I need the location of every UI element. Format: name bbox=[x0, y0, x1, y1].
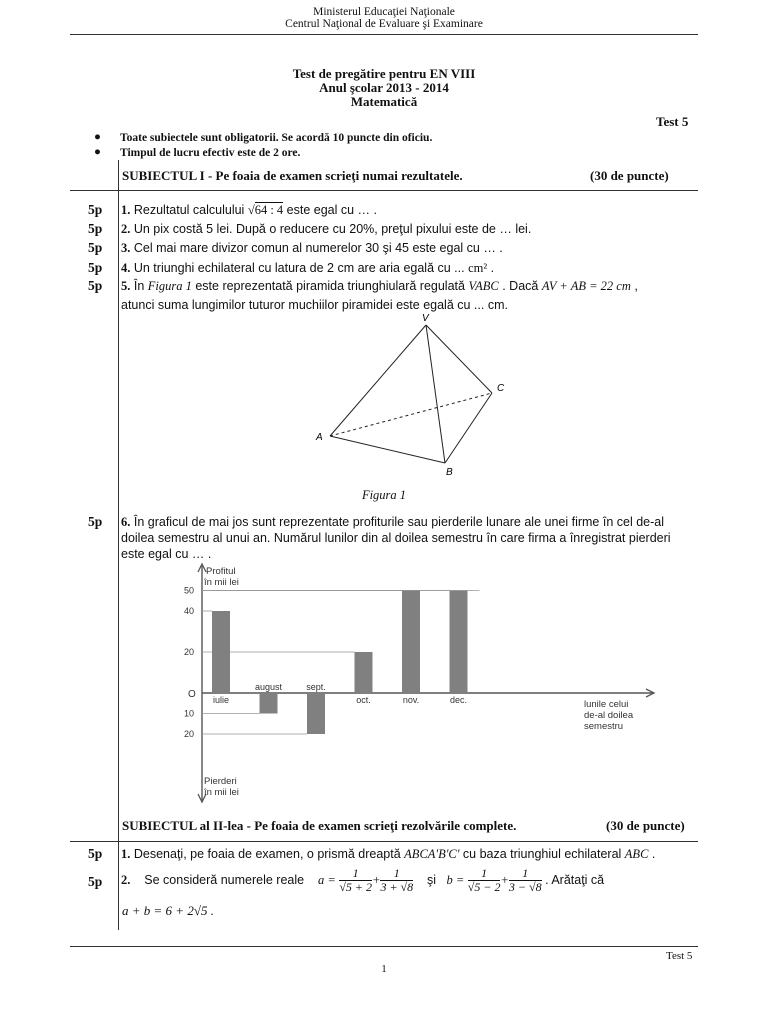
s2q1-triangle: ABC bbox=[624, 847, 649, 861]
question-5-line2: atunci suma lungimilor tuturor muchiilor piramidei este egală cu ... cm. bbox=[121, 298, 508, 312]
bar-nov bbox=[402, 591, 420, 694]
bullet-icon: ● bbox=[94, 131, 101, 143]
subject2-divider bbox=[70, 841, 698, 842]
q5-text-d: , bbox=[630, 279, 638, 293]
header-divider bbox=[70, 34, 698, 35]
q3-points: 5p bbox=[88, 240, 103, 255]
table-left-rule bbox=[118, 191, 119, 841]
q5-text: În bbox=[133, 279, 148, 293]
q6-number: 6. bbox=[121, 515, 131, 529]
y-tick-label: 20 bbox=[183, 729, 194, 739]
x-tick-label: iulie bbox=[212, 695, 230, 705]
y-tick-label: 10 bbox=[183, 708, 194, 719]
q5-text-b: este reprezentată piramida triunghiulară regulată bbox=[191, 279, 469, 293]
question-6 bbox=[121, 514, 696, 531]
question-6-line2: doilea semestru al unui an. Numărul lunilor din al doilea semestru în care firma a înregistrat pierderi bbox=[121, 531, 671, 545]
s2q1-text: Desenaţi, pe foaia de examen, o prismă dreaptă bbox=[133, 847, 405, 861]
fraction-b2-num: 1 bbox=[509, 867, 542, 881]
y-tick-label: 40 bbox=[183, 606, 194, 616]
y-label-bottom: în mii lei bbox=[204, 787, 239, 798]
question-1 bbox=[121, 202, 696, 219]
fraction-a2-den: 3 + √8 bbox=[380, 879, 414, 894]
s2q2-text: Se consideră numerele reale bbox=[144, 872, 305, 887]
subject1-heading: SUBIECTUL I - Pe foaia de examen scrieţi numai rezultatele. bbox=[122, 168, 463, 183]
label-v: V bbox=[422, 313, 429, 324]
fraction-a1-num: 1 bbox=[339, 867, 372, 881]
label-c: C bbox=[497, 383, 505, 394]
label-a: A bbox=[316, 432, 323, 443]
q4-number: 4. bbox=[121, 261, 131, 275]
question-3 bbox=[121, 240, 696, 257]
s2q2-and: şi bbox=[427, 872, 437, 887]
fraction-a2-num: 1 bbox=[380, 867, 413, 881]
fraction-b2-den: 3 − √8 bbox=[508, 879, 542, 894]
q1-text-end: este egal cu … . bbox=[286, 203, 377, 217]
school-year: Anul şcolar 2013 - 2014 bbox=[319, 80, 449, 95]
q5-equation: AV + AB = 22 cm bbox=[541, 279, 631, 293]
fraction-b1-den: √5 − 2 bbox=[467, 879, 501, 894]
q4-unit: cm² bbox=[468, 261, 488, 275]
s2q1-number: 1. bbox=[121, 847, 131, 861]
s2q2-points: 5p bbox=[88, 874, 103, 889]
q5-pyramid: VABC bbox=[468, 279, 499, 293]
plus-sign: + bbox=[500, 872, 509, 887]
label-b: B bbox=[446, 467, 453, 478]
s2q2-text-end: . Arătaţi că bbox=[545, 872, 605, 887]
profit-chart bbox=[160, 562, 670, 810]
bar-august bbox=[260, 693, 278, 714]
pyramid-figure bbox=[300, 305, 530, 485]
q6-text-line1: În graficul de mai jos sunt reprezentate profiturile sau pierderile lunare ale unei firme în cel de-al bbox=[133, 515, 664, 529]
bar-dec bbox=[450, 591, 468, 694]
x-axis-label: de-al doilea bbox=[584, 710, 634, 721]
s2q1-text-c: . bbox=[648, 847, 656, 861]
q1-points: 5p bbox=[88, 202, 103, 217]
subject1-divider bbox=[70, 190, 698, 191]
footer-divider bbox=[70, 946, 698, 947]
s2q1-prism: ABCA'B'C' bbox=[404, 847, 460, 861]
instruction-2: Timpul de lucru efectiv este de 2 ore. bbox=[120, 147, 301, 159]
q2-points: 5p bbox=[88, 221, 103, 236]
y-label-top: Profitul bbox=[206, 566, 236, 577]
q4-text-end: . bbox=[487, 261, 495, 275]
q2-number: 2. bbox=[121, 222, 131, 236]
bar-iulie bbox=[212, 611, 230, 693]
plus-sign: + bbox=[372, 872, 381, 887]
question-4 bbox=[121, 260, 696, 277]
origin-label: O bbox=[188, 689, 196, 700]
test-label: Test 5 bbox=[656, 114, 689, 129]
q3-text: Cel mai mare divizor comun al numerelor 30 şi 45 este egal cu … . bbox=[133, 241, 503, 255]
y-label-top: în mii lei bbox=[204, 577, 239, 588]
x-axis-label: lunile celui bbox=[584, 699, 629, 710]
q6-points: 5p bbox=[88, 514, 103, 529]
y-tick-label: 50 bbox=[183, 585, 194, 596]
edge-vb bbox=[426, 325, 445, 463]
subject1-points: (30 de puncte) bbox=[590, 168, 669, 183]
figure1-caption: Figura 1 bbox=[361, 488, 407, 502]
x-axis-label: semestru bbox=[584, 721, 624, 732]
s2-question-2 bbox=[121, 864, 696, 896]
edge-vc bbox=[426, 325, 492, 393]
q3-number: 3. bbox=[121, 241, 131, 255]
x-tick-label: oct. bbox=[356, 695, 371, 705]
x-tick-label: dec. bbox=[449, 695, 468, 705]
edge-va bbox=[330, 325, 426, 436]
fraction-a1 bbox=[339, 867, 372, 894]
fraction-b2 bbox=[509, 867, 542, 894]
s2q2-number: 2. bbox=[121, 872, 131, 887]
s2q1-text-b: cu baza triunghiul echilateral bbox=[459, 847, 625, 861]
q1-math-value: 64 : 4 bbox=[254, 203, 284, 217]
q1-text: Rezultatul calculului bbox=[133, 203, 248, 217]
s2q2-b-eq: b = bbox=[446, 872, 465, 887]
subject2-heading: SUBIECTUL al II-lea - Pe foaia de examen scrieţi rezolvările complete. bbox=[122, 818, 517, 833]
question-2 bbox=[121, 221, 696, 238]
fraction-b1-num: 1 bbox=[468, 867, 501, 881]
instruction-1: Toate subiectele sunt obligatorii. Se acordă 10 puncte din oficiu. bbox=[120, 132, 433, 144]
q5-figure-ref: Figura 1 bbox=[147, 279, 192, 293]
q5-text-c: . Dacă bbox=[498, 279, 542, 293]
y-tick-label: 20 bbox=[183, 647, 194, 657]
center-name: Centrul Naţional de Evaluare şi Examinare bbox=[285, 18, 483, 30]
fraction-a2 bbox=[380, 867, 413, 894]
q4-points: 5p bbox=[88, 260, 103, 275]
question-6-line3: este egal cu … . bbox=[121, 547, 212, 561]
test-title: Test de pregătire pentru EN VIII bbox=[292, 66, 476, 81]
table-left-rule bbox=[118, 842, 119, 930]
q1-number: 1. bbox=[121, 203, 131, 217]
s2q2-a-eq: a = bbox=[318, 872, 336, 887]
s2q2-line2: a + b = 6 + 2√5 . bbox=[122, 903, 214, 918]
x-tick-label: august bbox=[254, 682, 283, 692]
q5-number: 5. bbox=[121, 279, 131, 293]
s2-question-1 bbox=[121, 846, 696, 863]
fraction-b1 bbox=[468, 867, 501, 894]
bar-sept bbox=[307, 693, 325, 734]
ministry-name: Ministerul Educaţiei Naţionale bbox=[313, 6, 455, 18]
fraction-a1-den: √5 + 2 bbox=[339, 879, 372, 894]
s2q1-points: 5p bbox=[88, 846, 103, 861]
q2-text: Un pix costă 5 lei. După o reducere cu 20%, preţul pixului este de … lei. bbox=[133, 222, 532, 236]
q1-math: √64 : 4 bbox=[247, 203, 284, 217]
question-5 bbox=[121, 278, 696, 295]
q5-points: 5p bbox=[88, 278, 103, 293]
bar-oct bbox=[355, 652, 373, 693]
x-tick-label: nov. bbox=[402, 695, 420, 705]
y-label-bottom: Pierderi bbox=[204, 776, 237, 787]
x-tick-label: sept. bbox=[306, 682, 326, 692]
edge-ab bbox=[330, 436, 445, 463]
page-number: 1 bbox=[381, 963, 387, 975]
subject-name: Matematică bbox=[350, 94, 418, 109]
subject2-points: (30 de puncte) bbox=[606, 818, 685, 833]
table-left-rule bbox=[118, 160, 119, 190]
footer-test-label: Test 5 bbox=[666, 950, 693, 962]
q4-text: Un triunghi echilateral cu latura de 2 cm are aria egală cu ... bbox=[133, 261, 469, 275]
bullet-icon: ● bbox=[94, 146, 101, 158]
